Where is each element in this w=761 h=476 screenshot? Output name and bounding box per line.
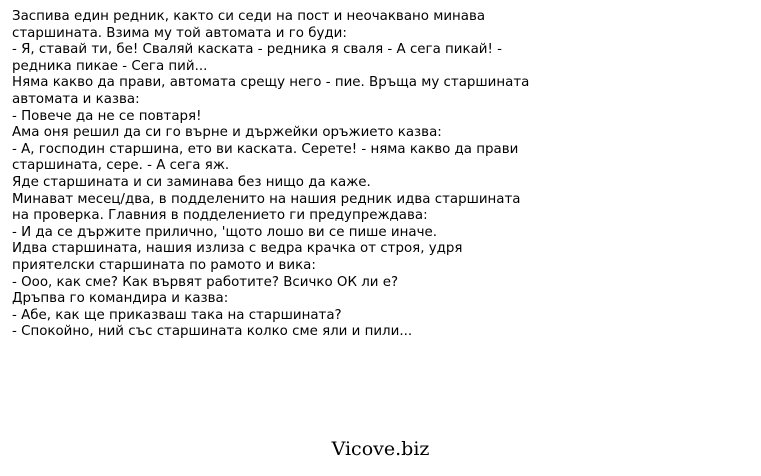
- joke-line: - Ооо, как сме? Как вървят работите? Всичко ОК ли е?: [12, 274, 399, 290]
- joke-line: автомата и казва:: [12, 91, 140, 107]
- joke-line: приятелски старшината по рамото и вика:: [12, 257, 316, 273]
- joke-line: - Повече да не се повтаря!: [12, 108, 202, 124]
- joke-line: Дръпва го командира и казва:: [12, 291, 229, 307]
- site-name: Vicove.biz: [331, 438, 430, 460]
- joke-line: на проверка. Главния в подделението ги предупреждава:: [12, 208, 428, 224]
- joke-line: - А, господин старшина, ето ви каската. Серете! - няма какво да прави: [12, 141, 519, 157]
- joke-line: старшината. Взима му той автомата и го буди:: [12, 25, 347, 41]
- joke-line: - Абе, как ще приказваш така на старшината?: [12, 307, 342, 323]
- joke-text: [12, 9, 752, 341]
- joke-line: старшината, сере. - А сега яж.: [12, 158, 230, 174]
- joke-line: Ама оня решил да си го върне и държейки оръжието казва:: [12, 125, 442, 141]
- joke-line: - Я, ставай ти, бе! Сваляй каската - редника я сваля - А сега пикай! -: [12, 42, 502, 58]
- joke-line: - Спокойно, ний със старшината колко сме яли и пили...: [12, 324, 413, 340]
- joke-line: - И да се държите прилично, 'щото лошо ви се пише иначе.: [12, 224, 437, 240]
- joke-line: Няма какво да прави, автомата срещу него - пие. Връща му старшината: [12, 75, 530, 91]
- joke-line: редника пикае - Сега пий...: [12, 58, 208, 74]
- joke-line: Идва старшината, нашия излиза с ведра крачка от строя, удря: [12, 241, 463, 257]
- joke-line: Заспива един редник, както си седи на пост и неочаквано минава: [12, 9, 486, 24]
- joke-line: Минават месец/два, в подделенито на нашия редник идва старшината: [12, 191, 521, 207]
- joke-line: Яде старшината и си заминава без нищо да каже.: [12, 174, 371, 190]
